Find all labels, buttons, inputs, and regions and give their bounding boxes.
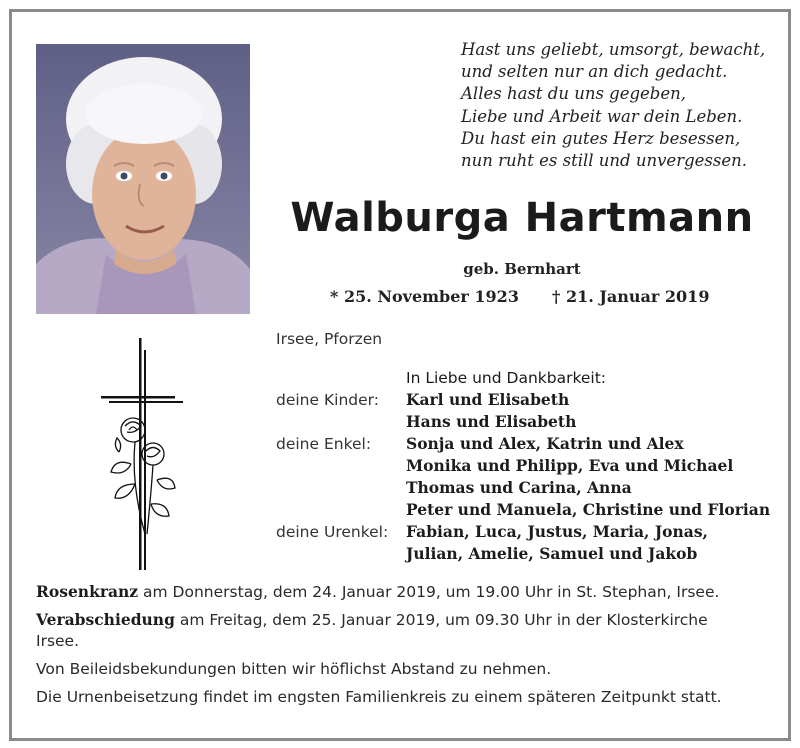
deceased-name: Walburga Hartmann [290, 195, 754, 241]
birth-name: geb. Bernhart [463, 260, 581, 278]
poem-line: Alles hast du uns gegeben, [461, 84, 687, 104]
portrait-photo [36, 44, 250, 314]
death-date: † 21. Januar 2019 [552, 287, 710, 306]
name-line: Peter und Manuela, Christine und Florian [406, 500, 771, 519]
poem-line: und selten nur an dich gedacht. [461, 62, 728, 82]
rosary-label: Rosenkranz [36, 582, 139, 601]
farewell-info [36, 610, 708, 629]
rosary-text: am Donnerstag, dem 24. Januar 2019, um 19.00 Uhr in St. Stephan, Irsee. [138, 583, 720, 601]
name-line: Thomas und Carina, Anna [406, 478, 632, 497]
name-line: Julian, Amelie, Samuel und Jakob [406, 544, 698, 563]
poem-line: Du hast ein gutes Herz besessen, [461, 128, 741, 148]
farewell-label: Verabschiedung [36, 610, 175, 629]
name-line: Sonja und Alex, Katrin und Alex [406, 434, 684, 453]
group-label: deine Urenkel: [276, 523, 389, 541]
intro-text: In Liebe und Dankbarkeit: [406, 369, 607, 387]
poem [461, 39, 781, 172]
birth-date: * 25. November 1923 [330, 287, 519, 306]
condolence-note: Von Beileidsbekundungen bitten wir höflichst Abstand zu nehmen. [36, 660, 552, 678]
cross-rose-icon [95, 334, 191, 574]
group-label: deine Enkel: [276, 435, 372, 453]
name-line: Karl und Elisabeth [406, 390, 570, 409]
farewell-text: am Freitag, dem 25. Januar 2019, um 09.30 Uhr in der Klosterkirche [174, 611, 708, 629]
name-line: Monika und Philipp, Eva und Michael [406, 456, 734, 475]
places: Irsee, Pforzen [276, 330, 383, 348]
poem-line: nun ruht es still und unvergessen. [461, 151, 747, 171]
burial-note: Die Urnenbeisetzung findet im engsten Familienkreis zu einem späteren Zeitpunkt statt. [36, 688, 722, 706]
name-line: Fabian, Luca, Justus, Maria, Jonas, [406, 522, 708, 541]
rosary-info [36, 582, 719, 601]
poem-line: Liebe und Arbeit war dein Leben. [461, 106, 743, 126]
name-line: Hans und Elisabeth [406, 412, 577, 431]
poem-line: Hast uns geliebt, umsorgt, bewacht, [461, 40, 766, 59]
farewell-info-continued: Irsee. [36, 632, 80, 650]
group-label: deine Kinder: [276, 391, 379, 409]
